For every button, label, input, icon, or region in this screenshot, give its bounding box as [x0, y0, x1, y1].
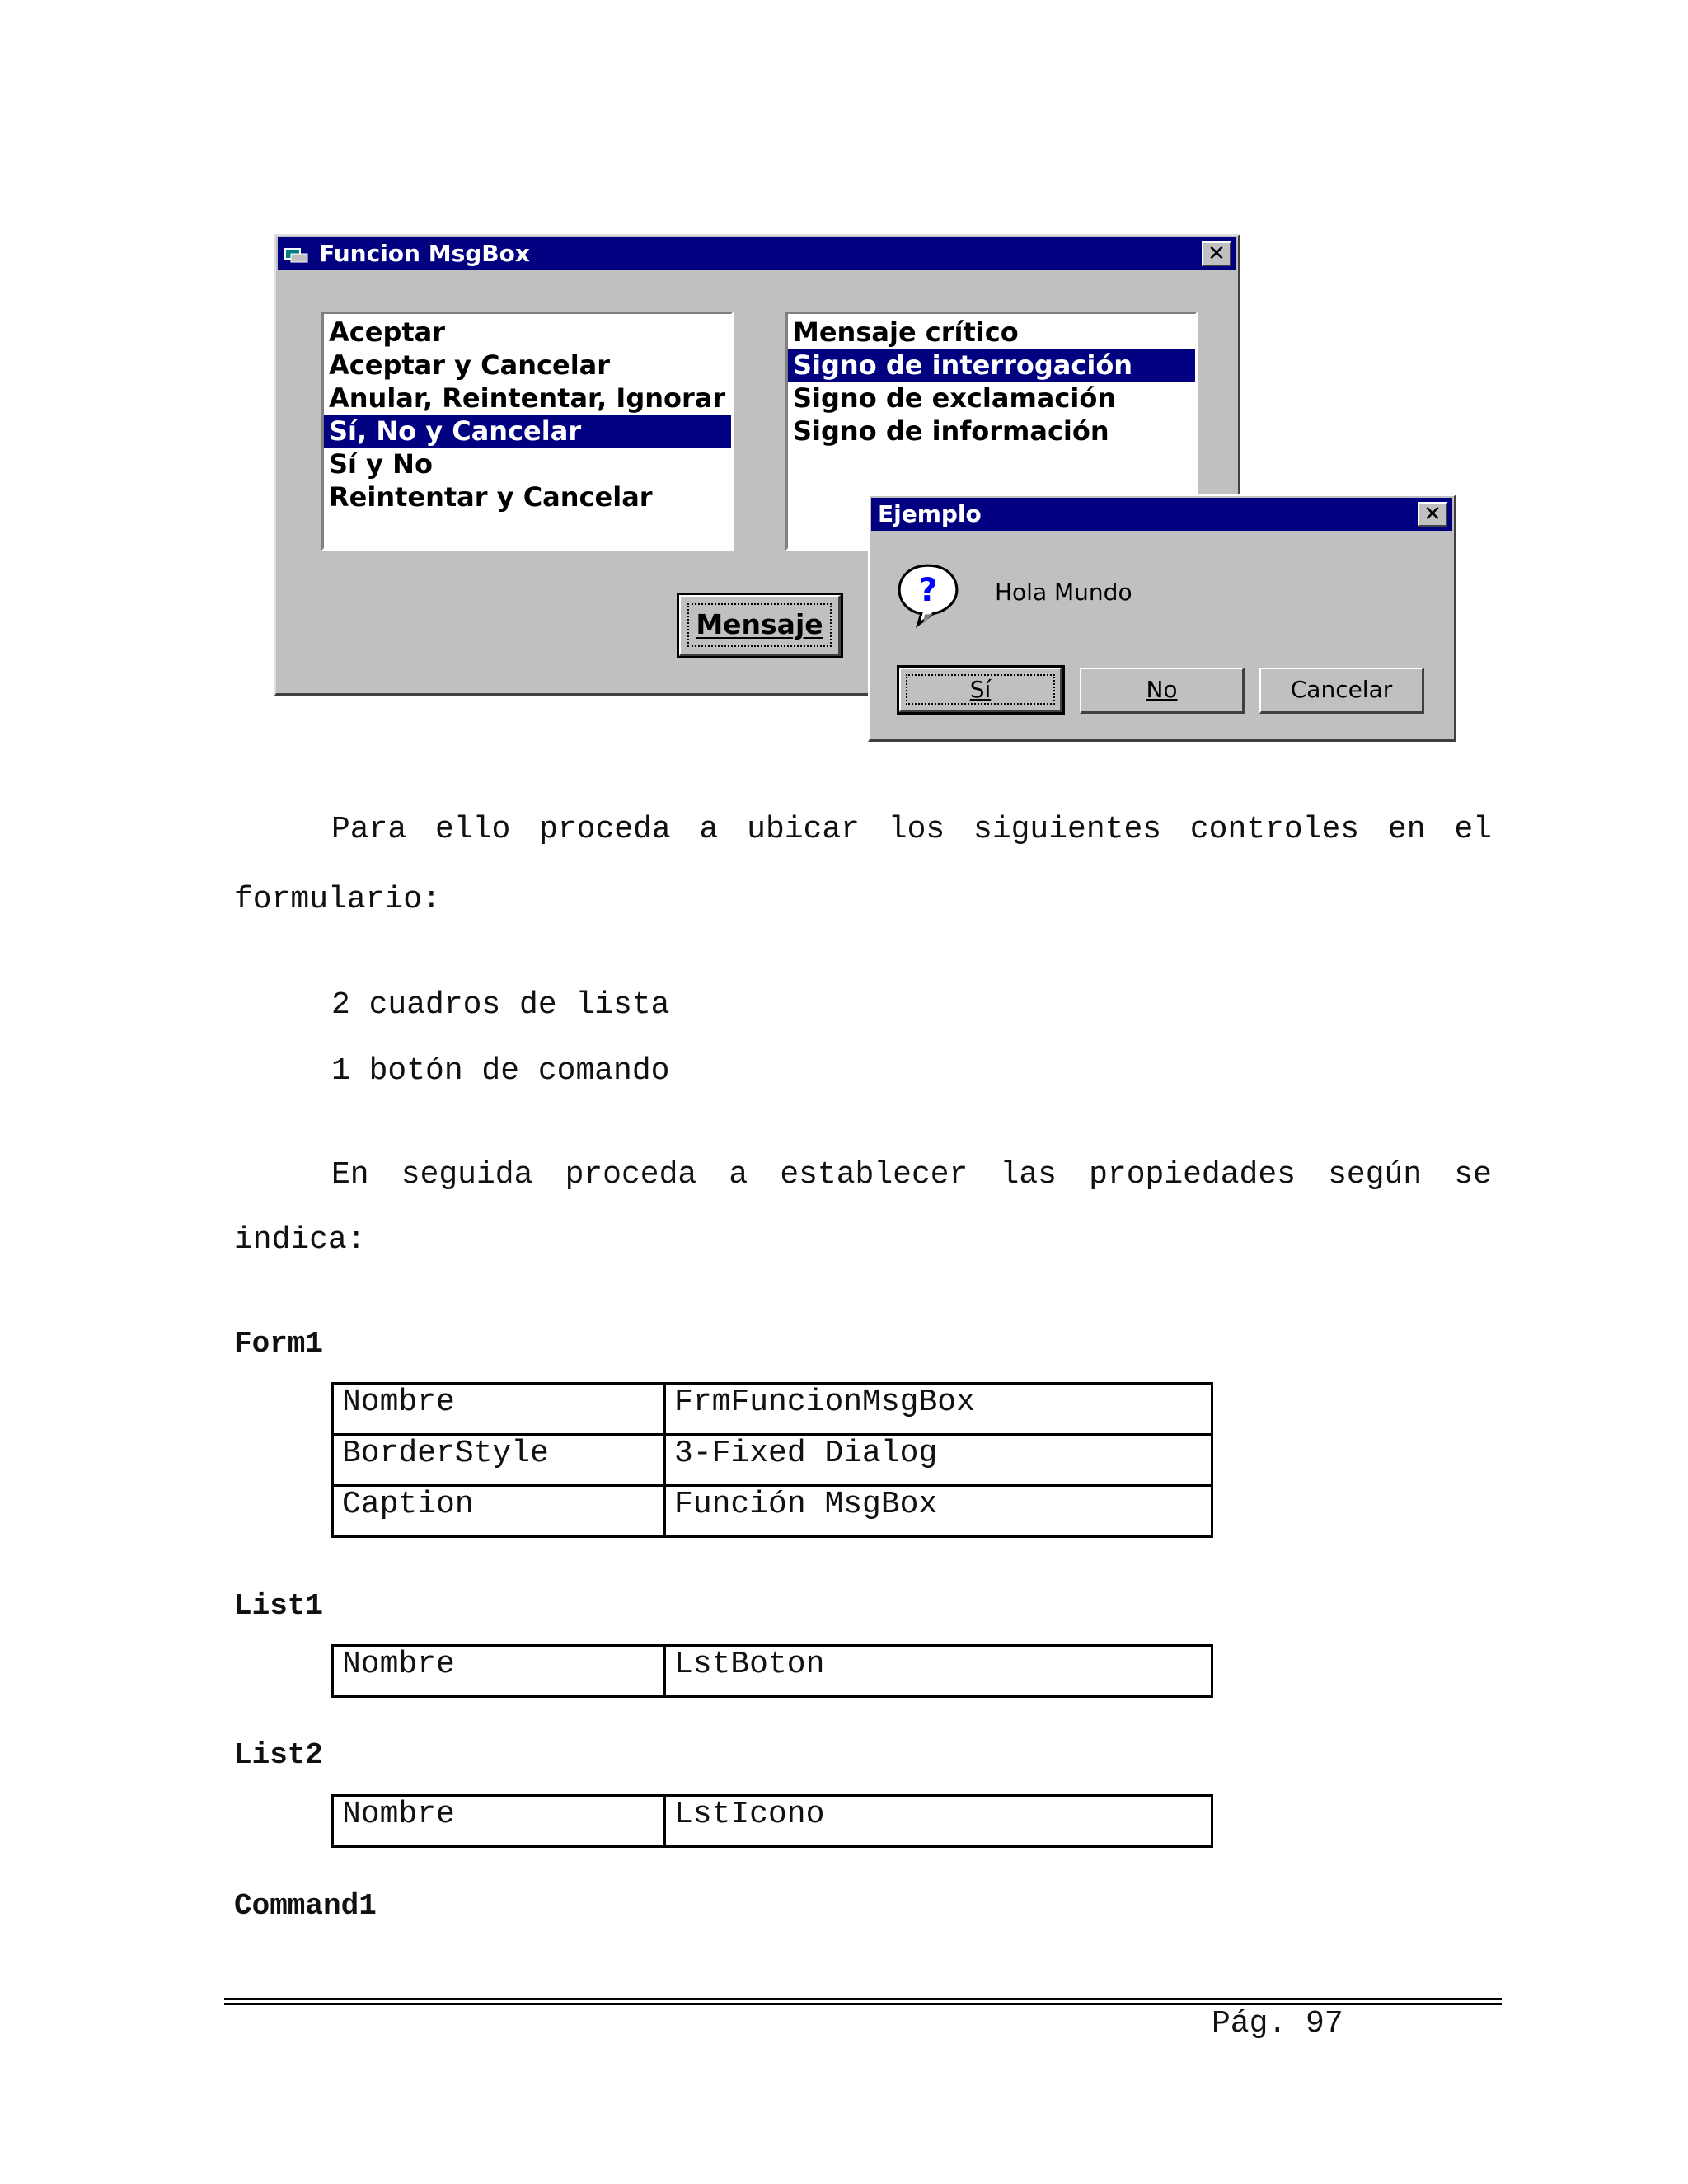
property-name-cell: Nombre — [333, 1646, 665, 1697]
word: En — [331, 1157, 369, 1193]
word: seguida — [401, 1157, 533, 1193]
svg-text:?: ? — [918, 572, 938, 610]
mensaje-button-label: Mensaje — [696, 608, 823, 640]
bullet-item-listboxes: 2 cuadros de lista — [331, 987, 670, 1023]
no-button[interactable] — [1080, 668, 1245, 714]
msgbox-title: Ejemplo — [878, 500, 982, 527]
word: propiedades — [1089, 1157, 1296, 1193]
property-name-cell: Nombre — [333, 1384, 665, 1435]
icon-type-list-item[interactable]: Signo de exclamación — [793, 382, 1117, 414]
word: proceda — [565, 1157, 697, 1193]
msgbox-close-button[interactable] — [1418, 502, 1447, 527]
window-title: Funcion MsgBox — [319, 240, 530, 267]
word: a — [729, 1157, 748, 1193]
word: establecer — [780, 1157, 968, 1193]
form1-heading: Form1 — [234, 1327, 324, 1361]
word: Para — [331, 812, 407, 847]
msgbox-message: Hola Mundo — [995, 579, 1132, 606]
paragraph-2-line-1 — [331, 1157, 1492, 1193]
button-type-list-item[interactable]: Sí, No y Cancelar — [324, 415, 731, 448]
word: a — [699, 812, 719, 847]
table-row — [333, 1796, 1212, 1847]
icon-type-list-item[interactable]: Signo de información — [793, 415, 1109, 447]
table-row — [333, 1435, 1212, 1486]
property-name-cell: Caption — [333, 1486, 665, 1537]
word: ubicar — [747, 812, 860, 847]
close-button[interactable] — [1202, 241, 1231, 266]
form1-properties-table — [331, 1382, 1213, 1538]
button-type-list-item[interactable]: Aceptar y Cancelar — [329, 349, 611, 381]
property-name-cell: Nombre — [333, 1796, 665, 1847]
word: los — [888, 812, 945, 847]
footer-rule-bottom — [224, 2003, 1502, 2005]
word: en — [1387, 812, 1426, 847]
focus-rect — [906, 674, 1055, 705]
question-icon — [894, 560, 962, 628]
property-value-cell: FrmFuncionMsgBox — [665, 1384, 1212, 1435]
paragraph-1-line-1 — [331, 812, 1492, 847]
no-button-label: No — [1146, 676, 1178, 703]
property-name-cell: BorderStyle — [333, 1435, 665, 1486]
list1-heading: List1 — [234, 1589, 324, 1623]
footer-rule-top — [224, 1998, 1502, 2000]
word: proceda — [539, 812, 671, 847]
button-type-listbox[interactable] — [321, 312, 734, 551]
app-icon — [284, 246, 309, 264]
icon-type-list-item[interactable]: Signo de interrogación — [788, 349, 1195, 382]
mensaje-button[interactable] — [679, 595, 841, 656]
ejemplo-msgbox-window — [868, 494, 1456, 742]
word: ello — [435, 812, 511, 847]
bullet-item-command-button: 1 botón de comando — [331, 1053, 670, 1089]
paragraph-2-line-2: indica: — [234, 1222, 366, 1258]
si-button[interactable] — [899, 668, 1062, 712]
property-value-cell: LstBoton — [664, 1646, 1212, 1697]
si-button-label: Sí — [969, 676, 992, 703]
property-value-cell: 3-Fixed Dialog — [665, 1435, 1212, 1486]
table-row — [333, 1384, 1212, 1435]
button-type-list-item[interactable]: Aceptar — [329, 316, 446, 348]
word: se — [1454, 1157, 1492, 1193]
paragraph-1-line-2: formulario: — [234, 882, 441, 917]
list2-properties-table — [331, 1794, 1213, 1848]
button-type-list-item[interactable]: Sí y No — [329, 448, 433, 480]
word: según — [1328, 1157, 1423, 1193]
button-type-list-item[interactable]: Anular, Reintentar, Ignorar — [329, 382, 726, 414]
focus-rect — [687, 603, 832, 647]
word: siguientes — [973, 812, 1162, 847]
property-value-cell: Función MsgBox — [665, 1486, 1212, 1537]
word: el — [1454, 812, 1492, 847]
cancelar-button-label: Cancelar — [1290, 676, 1393, 703]
word: las — [1000, 1157, 1057, 1193]
page-number: Pág. 97 — [1212, 2006, 1343, 2041]
command1-heading: Command1 — [234, 1889, 377, 1923]
icon-type-list-item[interactable]: Mensaje crítico — [793, 316, 1019, 348]
title-bar — [278, 237, 1236, 270]
msgbox-title-bar — [871, 498, 1452, 531]
table-row — [333, 1646, 1212, 1697]
table-row — [333, 1486, 1212, 1537]
close-icon: ✕ — [1423, 502, 1442, 527]
cancelar-button[interactable] — [1259, 668, 1424, 714]
button-type-list-item[interactable]: Reintentar y Cancelar — [329, 481, 653, 513]
property-value-cell: LstIcono — [664, 1796, 1212, 1847]
close-icon: ✕ — [1207, 241, 1226, 266]
word: controles — [1189, 812, 1360, 847]
list2-heading: List2 — [234, 1738, 324, 1772]
list1-properties-table — [331, 1644, 1213, 1698]
